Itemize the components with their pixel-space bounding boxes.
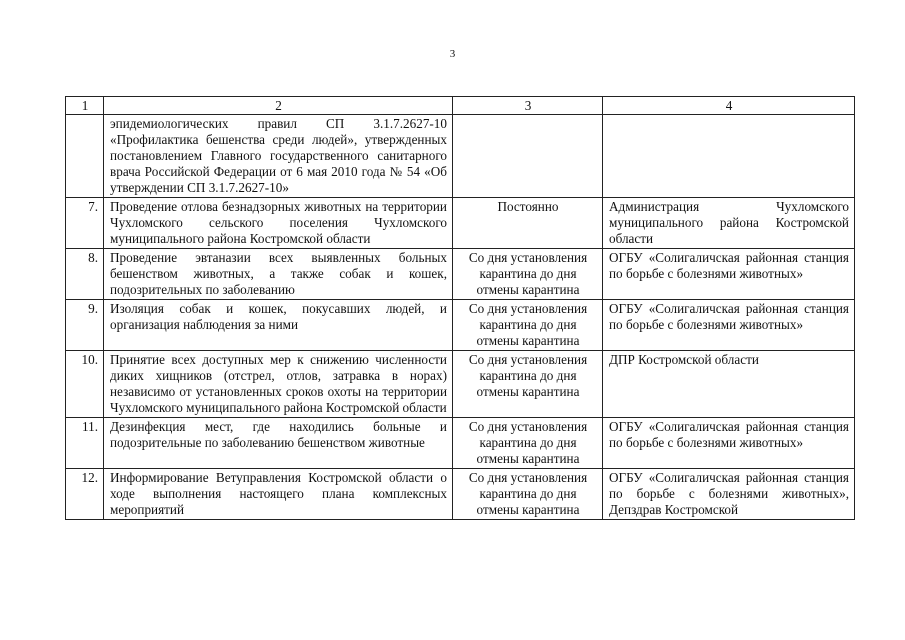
deadline-cell: Со дня установления карантина до дня отмены карантина	[453, 351, 603, 418]
deadline-cell: Со дня установления карантина до дня отмены карантина	[453, 300, 603, 351]
executor-cell: ОГБУ «Солигаличская районная станция по борьбе с болезнями животных»	[603, 418, 855, 469]
executor-cell: ОГБУ «Солигаличская районная станция по борьбе с болезнями животных», Депздрав Костромской	[603, 469, 855, 520]
measure-cell: Принятие всех доступных мер к снижению численности диких хищников (отстрел, отлов, затравка в норах) независимо от установленных сроков охоты на территории Чухломского муниципального района Костромской области	[104, 351, 453, 418]
measure-cell: Информирование Ветуправления Костромской области о ходе выполнения настоящего плана комплексных мероприятий	[104, 469, 453, 520]
executor-cell: ОГБУ «Солигаличская районная станция по борьбе с болезнями животных»	[603, 300, 855, 351]
row-number: 9.	[66, 300, 104, 351]
deadline-cell	[453, 115, 603, 198]
row-number: 7.	[66, 198, 104, 249]
deadline-cell: Со дня установления карантина до дня отмены карантина	[453, 418, 603, 469]
executor-cell: ОГБУ «Солигаличская районная станция по борьбе с болезнями животных»	[603, 249, 855, 300]
row-number-cell	[66, 115, 104, 198]
measure-cell: Проведение эвтаназии всех выявленных больных бешенством животных, а также собак и кошек, подозрительных по заболеванию	[104, 249, 453, 300]
measure-cell: Дезинфекция мест, где находились больные и подозрительные по заболеванию бешенством животные	[104, 418, 453, 469]
executor-cell	[603, 115, 855, 198]
page-number: 3	[449, 48, 456, 60]
header-col-4: 4	[603, 97, 855, 115]
deadline-cell: Со дня установления карантина до дня отмены карантина	[453, 249, 603, 300]
measure-cell: Проведение отлова безнадзорных животных на территории Чухломского сельского поселения Чухломского муниципального района Костромской области	[104, 198, 453, 249]
header-col-1: 1	[66, 97, 104, 115]
executor-cell: ДПР Костромской области	[603, 351, 855, 418]
deadline-cell: Постоянно	[453, 198, 603, 249]
row-number: 11.	[66, 418, 104, 469]
table-row	[66, 198, 855, 249]
measure-cell: эпидемиологических правил СП 3.1.7.2627-10 «Профилактика бешенства среди людей», утвержденных постановлением Главного государственного санитарного врача Российской Федерации от 6 мая 2010 года № 54 «Об утверждении СП 3.1.7.2627-10»	[104, 115, 453, 198]
table-row	[66, 418, 855, 469]
row-number: 8.	[66, 249, 104, 300]
table-header-row	[66, 97, 855, 115]
table-row	[66, 351, 855, 418]
measures-table	[65, 96, 855, 520]
row-number: 10.	[66, 351, 104, 418]
executor-cell: Администрация Чухломского муниципального района Костромской области	[603, 198, 855, 249]
table-row-continuation	[66, 115, 855, 198]
table-row	[66, 249, 855, 300]
table-row	[66, 469, 855, 520]
table-row	[66, 300, 855, 351]
header-col-2: 2	[104, 97, 453, 115]
row-number: 12.	[66, 469, 104, 520]
measure-cell: Изоляция собак и кошек, покусавших людей, и организация наблюдения за ними	[104, 300, 453, 351]
deadline-cell: Со дня установления карантина до дня отмены карантина	[453, 469, 603, 520]
header-col-3: 3	[453, 97, 603, 115]
